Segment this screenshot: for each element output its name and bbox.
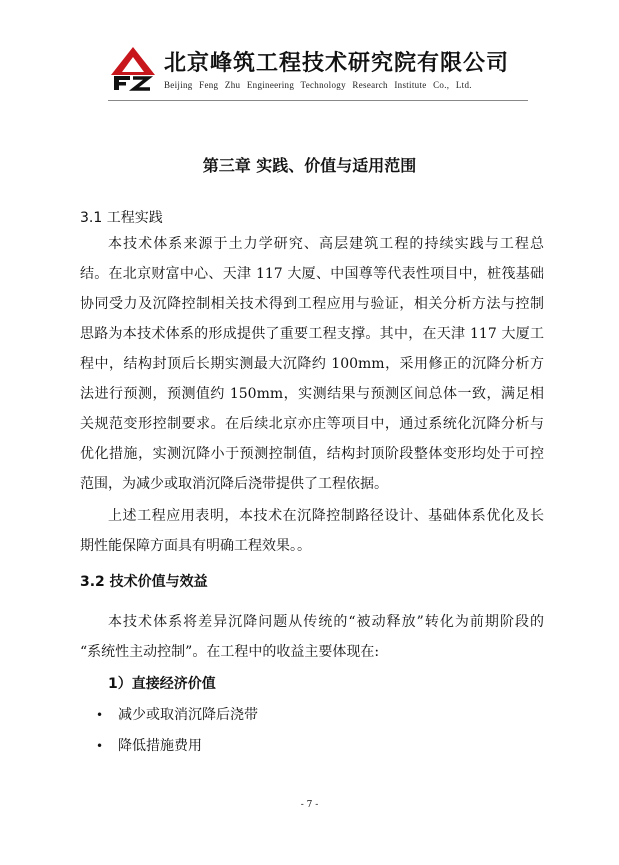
paragraph-line: 范围，为减少或取消沉降后浇带提供了工程依据。 [80, 476, 388, 492]
company-logo-icon [108, 45, 158, 91]
paragraph-line: 优化措施，实测沉降小于预测控制值，结构封顶阶段整体变形均处于可控 [80, 446, 544, 462]
paragraph-line: 期性能保障方面具有明确工程效果。。 [80, 538, 311, 554]
paragraph-line: 法进行预测，预测值约 150mm，实测结果与预测区间总体一致，满足相 [80, 386, 544, 402]
section-heading-3-2: 3.2 技术价值与效益 [80, 574, 208, 590]
paragraph-line: 思路为本技术体系的形成提供了重要工程支撑。其中，在天津 117 大厦工 [80, 326, 544, 342]
section-heading-3-1: 3.1 工程实践 [80, 210, 163, 226]
paragraph-line: 上述工程应用表明，本技术在沉降控制路径设计、基础体系优化及长 [108, 508, 544, 524]
paragraph-line: 关规范变形控制要求。在后续北京亦庄等项目中，通过系统化沉降分析与 [80, 416, 544, 432]
paragraph-line: 本技术体系将差异沉降问题从传统的“被动释放”转化为前期阶段的 [108, 614, 544, 630]
letterhead [108, 40, 528, 100]
bullet-icon: • [96, 708, 104, 722]
company-name-en: Beijing Feng Zhu Engineering Technology Research Institute Co., Ltd. [164, 80, 472, 90]
list-item [96, 704, 258, 724]
company-name-cn: 北京峰筑工程技术研究院有限公司 [164, 51, 510, 76]
paragraph-line: 本技术体系来源于土力学研究、高层建筑工程的持续实践与工程总 [108, 236, 544, 252]
list-item [96, 735, 202, 755]
header-divider [108, 100, 528, 101]
list-item-text: 降低措施费用 [118, 738, 202, 754]
paragraph-line: 程中，结构封顶后长期实测最大沉降约 100mm，采用修正的沉降分析方 [80, 356, 544, 372]
list-item-text: 减少或取消沉降后浇带 [118, 707, 258, 723]
bullet-icon: • [96, 739, 104, 753]
subheading-economic-value: 1）直接经济价值 [108, 676, 216, 692]
page-number: - 7 - [300, 800, 319, 810]
paragraph-line: 协同受力及沉降控制相关技术得到工程应用与验证，相关分析方法与控制 [80, 296, 544, 312]
paragraph-line: “系统性主动控制”。在工程中的收益主要体现在: [80, 644, 380, 660]
paragraph-line: 结。在北京财富中心、天津 117 大厦、中国尊等代表性项目中，桩筏基础 [80, 266, 544, 282]
chapter-title: 第三章 实践、价值与适用范围 [202, 156, 417, 175]
